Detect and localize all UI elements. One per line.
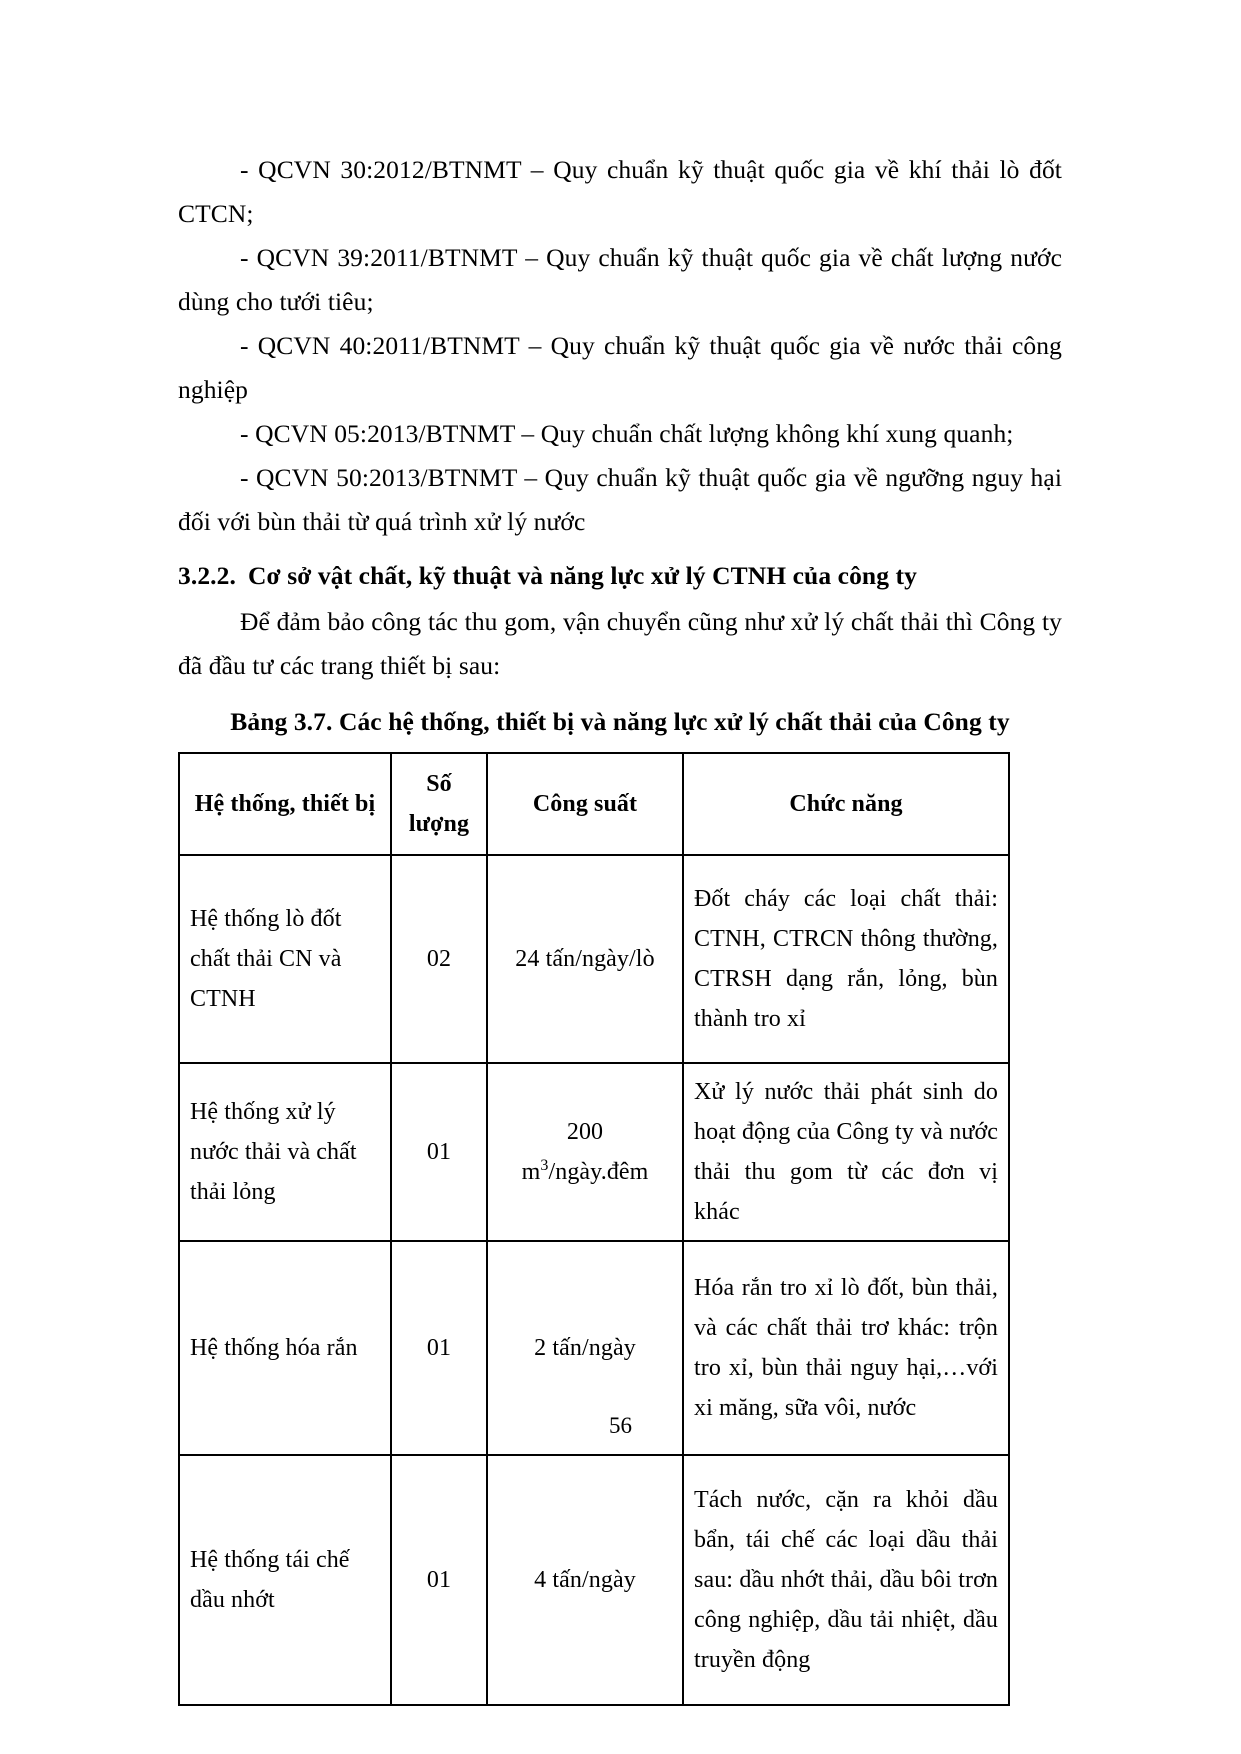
- header-function: Chức năng: [683, 753, 1009, 855]
- paragraph-qcvn-50: - QCVN 50:2013/BTNMT – Quy chuẩn kỹ thuật quốc gia về ngưỡng nguy hại đối với bùn thải từ quá trình xử lý nước: [178, 463, 1062, 536]
- capacity-unit: [498, 1152, 672, 1192]
- cell-system: Hệ thống tái chế dầu nhớt: [179, 1455, 391, 1705]
- cell-function: Xử lý nước thải phát sinh do hoạt động của Công ty và nước thải thu gom từ các đơn vị khác: [683, 1063, 1009, 1241]
- table-row: [179, 1063, 1009, 1241]
- section-heading-3-2-2: [178, 554, 1062, 598]
- cell-system: Hệ thống xử lý nước thải và chất thải lỏng: [179, 1063, 391, 1241]
- cell-capacity: [487, 1063, 683, 1241]
- cell-quantity: 02: [391, 855, 487, 1063]
- paragraph-intro: Để đảm bảo công tác thu gom, vận chuyển cũng như xử lý chất thải thì Công ty đã đầu tư các trang thiết bị sau:: [178, 607, 1062, 680]
- capacity-value: 200: [566, 1119, 604, 1145]
- cell-quantity: 01: [391, 1241, 487, 1455]
- section-number: 3.2.2.: [178, 561, 236, 590]
- capacity-unit-prefix: m: [521, 1159, 541, 1185]
- page-number: 56: [609, 1413, 632, 1438]
- header-system: Hệ thống, thiết bị: [179, 753, 391, 855]
- cell-quantity: 01: [391, 1455, 487, 1705]
- cell-capacity: 2 tấn/ngày: [487, 1241, 683, 1455]
- paragraph-qcvn-05: - QCVN 05:2013/BTNMT – Quy chuẩn chất lượng không khí xung quanh;: [240, 419, 1014, 448]
- cell-capacity: 24 tấn/ngày/lò: [487, 855, 683, 1063]
- cell-system: Hệ thống lò đốt chất thải CN và CTNH: [179, 855, 391, 1063]
- header-quantity-line2: lượng: [408, 811, 470, 837]
- equipment-table: [178, 752, 1010, 1706]
- table-body: [179, 855, 1009, 1705]
- paragraph-qcvn-39: - QCVN 39:2011/BTNMT – Quy chuẩn kỹ thuật quốc gia về chất lượng nước dùng cho tưới tiêu;: [178, 243, 1062, 316]
- header-quantity-line1: Số: [426, 771, 452, 797]
- capacity-unit-exponent: 3: [540, 1157, 549, 1174]
- capacity-unit-suffix: /ngày.đêm: [548, 1159, 649, 1185]
- section-title: Cơ sở vật chất, kỹ thuật và năng lực xử lý CTNH của công ty: [247, 561, 917, 590]
- page-content: [178, 148, 1062, 1706]
- paragraph-qcvn-30: - QCVN 30:2012/BTNMT – Quy chuẩn kỹ thuật quốc gia về khí thải lò đốt CTCN;: [178, 155, 1062, 228]
- cell-system: Hệ thống hóa rắn: [179, 1241, 391, 1455]
- table-row: [179, 855, 1009, 1063]
- cell-function: Hóa rắn tro xỉ lò đốt, bùn thải, và các chất thải trơ khác: trộn tro xỉ, bùn thải nguy hại,…với xi măng, sữa vôi, nước: [683, 1241, 1009, 1455]
- cell-function: Tách nước, cặn ra khỏi dầu bẩn, tái chế các loại dầu thải sau: dầu nhớt thải, dầu bôi trơn công nghiệp, dầu tải nhiệt, dầu truyền động: [683, 1455, 1009, 1705]
- table-header-row: [179, 753, 1009, 855]
- table-row: [179, 1455, 1009, 1705]
- cell-quantity: 01: [391, 1063, 487, 1241]
- header-quantity: [391, 753, 487, 855]
- cell-function: Đốt cháy các loại chất thải: CTNH, CTRCN thông thường, CTRSH dạng rắn, lỏng, bùn thành tro xỉ: [683, 855, 1009, 1063]
- paragraph-qcvn-40: - QCVN 40:2011/BTNMT – Quy chuẩn kỹ thuật quốc gia về nước thải công nghiệp: [178, 331, 1062, 404]
- header-capacity: Công suất: [487, 753, 683, 855]
- cell-capacity: 4 tấn/ngày: [487, 1455, 683, 1705]
- table-head: [179, 753, 1009, 855]
- table-caption: Bảng 3.7. Các hệ thống, thiết bị và năng lực xử lý chất thải của Công ty: [230, 707, 1010, 736]
